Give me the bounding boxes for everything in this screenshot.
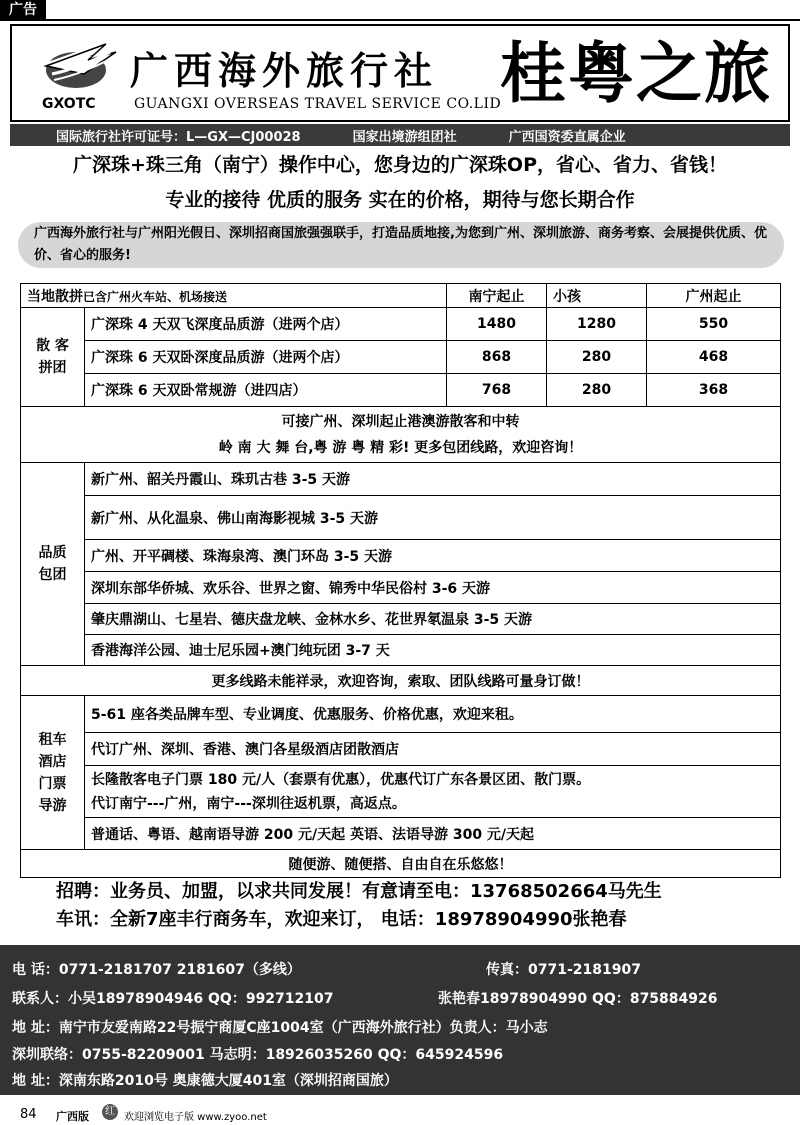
header-subtitle: 已含广州火车站、机场接送 — [83, 289, 228, 304]
table-row — [21, 308, 781, 341]
tour-table — [20, 283, 781, 878]
edition-label: 广西版 — [56, 1110, 89, 1123]
table-row — [21, 341, 781, 374]
table-row — [21, 572, 781, 604]
header-title: 当地散拼 — [27, 288, 83, 305]
note-transfer — [21, 407, 781, 463]
category-label: 门票 — [38, 775, 67, 792]
col-nanning: 南宁起止 — [447, 284, 547, 308]
license-bar — [10, 124, 790, 146]
table-header-title — [21, 284, 447, 308]
table-row — [21, 696, 781, 733]
category-quality-tour — [21, 463, 85, 666]
category-label: 散 客 — [36, 338, 69, 354]
route-name: 广深珠 6 天双卧常规游（进四店） — [85, 374, 447, 407]
table-note-row — [21, 850, 781, 878]
note-free-travel: 随便游、随便搭、自由自在乐悠悠！ — [21, 850, 781, 878]
website-link[interactable]: 欢迎浏览电子版 www.zyoo.net — [124, 1112, 267, 1123]
company-name-en: GUANGXI OVERSEAS TRAVEL SERVICE CO.LID — [134, 96, 502, 112]
note-line: 可接广州、深圳起止港澳游散客和中转 — [281, 413, 520, 430]
address-shenzhen: 地 址：深南东路2010号 奥康德大厦401室（深圳招商国旅） — [12, 1073, 398, 1089]
price-child: 280 — [547, 341, 647, 374]
page-footer — [0, 1097, 800, 1125]
col-child: 小孩 — [547, 284, 647, 308]
price-nanning: 868 — [447, 341, 547, 374]
note-line: 岭 南 大 舞 台,粤 游 粤 精 彩! 更多包团线路，欢迎咨询！ — [218, 439, 583, 456]
service-item: 代订广州、深圳、香港、澳门各星级酒店团散酒店 — [85, 733, 781, 766]
service-item — [85, 766, 781, 818]
table-row — [21, 766, 781, 818]
license-state-owned: 广西国资委直属企业 — [508, 129, 626, 145]
table-header-row — [21, 284, 781, 308]
category-services — [21, 696, 85, 850]
category-label: 品质 — [38, 545, 67, 561]
service-line: 代订南宁---广州，南宁---深圳往返机票，高返点。 — [91, 795, 406, 812]
route-name: 广深珠 4 天双飞深度品质游（进两个店） — [85, 308, 447, 341]
col-guangzhou: 广州起止 — [647, 284, 781, 308]
route-name: 广深珠 6 天双卧深度品质游（进两个店） — [85, 341, 447, 374]
shenzhen-contact: 深圳联络：0755-82209001 马志明：18926035260 QQ：645924596 — [12, 1047, 504, 1063]
route-name: 深圳东部华侨城、欢乐谷、世界之窗、锦秀中华民俗村 3-6 天游 — [85, 572, 781, 604]
route-name: 新广州、从化温泉、佛山南海影视城 3-5 天游 — [85, 496, 781, 540]
price-nanning: 1480 — [447, 308, 547, 341]
price-guangzhou: 550 — [647, 308, 781, 341]
partnership-banner: 广西海外旅行社与广州阳光假日、深圳招商国旅强强联手，打造品质地接,为您到广州、深圳旅游、商务考察、会展提供优质、优价、省心的服务! — [18, 222, 784, 268]
category-label: 包团 — [38, 567, 67, 583]
recruit-line: 招聘：业务员、加盟，以求共同发展！有意请至电：13768502664马先生 — [56, 881, 662, 902]
category-group-tour — [21, 308, 85, 407]
license-number: 国际旅行社许可证号：L—GX—CJ00028 — [56, 129, 301, 145]
contact-zhang: 张艳春18978904990 QQ：875884926 — [438, 991, 718, 1007]
route-name: 广州、开平碉楼、珠海泉湾、澳门环岛 3-5 天游 — [85, 540, 781, 572]
table-note-row — [21, 666, 781, 696]
car-news-line: 车讯：全新7座丰行商务车，欢迎来订， 电话：18978904990张艳春 — [56, 909, 627, 930]
contact-footer — [0, 945, 800, 1095]
table-row — [21, 604, 781, 635]
category-label: 导游 — [38, 797, 67, 814]
license-outbound: 国家出境游组团社 — [352, 129, 457, 145]
table-note-row — [21, 407, 781, 463]
ad-tag: 广告 — [0, 0, 46, 20]
divider — [0, 19, 800, 21]
category-label: 拼团 — [38, 360, 67, 376]
recruit-section — [56, 878, 662, 934]
price-guangzhou: 468 — [647, 341, 781, 374]
note-more-routes: 更多线路未能祥录，欢迎咨询，索取、团队线路可量身订做！ — [21, 666, 781, 696]
price-child: 280 — [547, 374, 647, 407]
table-row — [21, 818, 781, 850]
contact-wu: 联系人：小吴18978904946 QQ：992712107 — [12, 991, 334, 1007]
category-label: 租车 — [38, 731, 67, 748]
route-name: 新广州、韶关丹霞山、珠玑古巷 3-5 天游 — [85, 463, 781, 496]
route-name: 肇庆鼎湖山、七星岩、德庆盘龙峡、金林水乡、花世界氡温泉 3-5 天游 — [85, 604, 781, 635]
route-name: 香港海洋公园、迪士尼乐园+澳门纯玩团 3-7 天 — [85, 635, 781, 666]
table-row — [21, 540, 781, 572]
airplane-logo-icon — [40, 34, 120, 94]
phone: 电 话：0771-2181707 2181607（多线） — [12, 962, 301, 978]
brand-circle-icon: 红 — [102, 1104, 118, 1120]
price-child: 1280 — [547, 308, 647, 341]
table-row — [21, 463, 781, 496]
table-row — [21, 635, 781, 666]
table-row — [21, 374, 781, 407]
category-label: 酒店 — [38, 753, 67, 770]
service-item: 5-61 座各类品牌车型、专业调度、优惠服务、价格优惠，欢迎来租。 — [85, 696, 781, 733]
slogan: 桂粤之旅 — [500, 34, 772, 112]
company-name-cn: 广西海外旅行社 — [130, 48, 439, 93]
price-nanning: 768 — [447, 374, 547, 407]
table-row — [21, 733, 781, 766]
price-guangzhou: 368 — [647, 374, 781, 407]
fax: 传真：0771-2181907 — [486, 962, 641, 978]
address-nanning: 地 址：南宁市友爱南路22号振宁商厦C座1004室（广西海外旅行社）负责人：马小志 — [12, 1020, 548, 1036]
service-item: 普通话、粤语、越南语导游 200 元/天起 英语、法语导游 300 元/天起 — [85, 818, 781, 850]
company-abbr: GXOTC — [42, 96, 96, 112]
service-line: 长隆散客电子门票 180 元/人（套票有优惠），优惠代订广东各景区团、散门票。 — [91, 771, 591, 788]
headline-service: 专业的接待 优质的服务 实在的价格，期待与您长期合作 — [165, 189, 635, 211]
header — [10, 24, 790, 122]
page-number: 84 — [20, 1107, 37, 1122]
headline-operation-center: 广深珠+珠三角（南宁）操作中心，您身边的广深珠OP，省心、省力、省钱！ — [73, 154, 727, 176]
table-row — [21, 496, 781, 540]
